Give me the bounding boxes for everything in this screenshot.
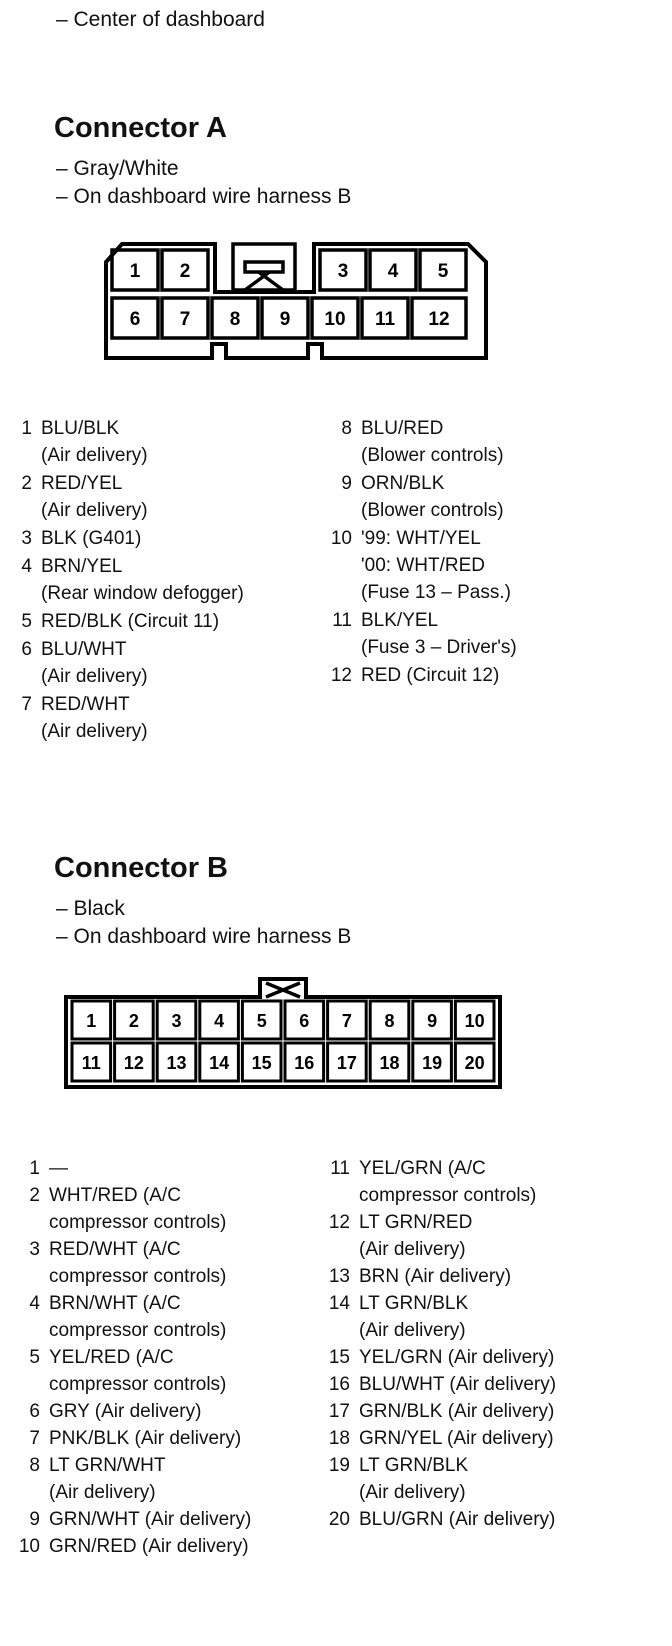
pin-entry — [330, 662, 660, 689]
pin-number: 3 — [21, 528, 32, 549]
connector-b-cavity-label: 13 — [166, 1053, 187, 1073]
connector-b-cavity-label: 4 — [214, 1011, 225, 1031]
pin-description — [49, 1506, 320, 1533]
pin-number: 8 — [341, 418, 352, 439]
connector-b-cavity-label: 7 — [341, 1011, 352, 1031]
connector-a-cavity-label: 8 — [229, 309, 241, 330]
pin-description-line: LT GRN/WHT — [49, 1455, 166, 1476]
pin-description — [49, 1398, 320, 1425]
pin-entry — [320, 1155, 660, 1209]
pin-number: 2 — [21, 473, 32, 494]
pin-description — [359, 1155, 660, 1209]
pin-description-line: BLU/BLK — [41, 418, 120, 439]
connector-b-cavity-label: 20 — [464, 1053, 485, 1073]
connector-a-cavity-label: 10 — [324, 309, 346, 330]
pin-description-line: (Blower controls) — [361, 445, 504, 466]
pin-description-line: (Air delivery) — [359, 1482, 466, 1503]
connector-b-cavity-label: 3 — [171, 1011, 182, 1031]
connector-b-cavity-label: 1 — [86, 1011, 97, 1031]
pin-entry — [10, 415, 320, 469]
pin-entry — [10, 608, 320, 635]
pin-number: 5 — [21, 611, 32, 632]
pin-description — [361, 662, 660, 689]
pin-description-line: YEL/GRN (Air delivery) — [359, 1347, 555, 1368]
location-note: – Center of dashboard — [56, 8, 265, 31]
pin-entry — [10, 470, 320, 524]
pin-description-line: PNK/BLK (Air delivery) — [49, 1428, 242, 1449]
pin-number: 8 — [29, 1455, 40, 1476]
connector-b-cavity-label: 16 — [294, 1053, 315, 1073]
connector-b-cavity-label: 17 — [336, 1053, 357, 1073]
pin-entry — [10, 525, 320, 552]
pin-entry — [10, 1344, 320, 1398]
pin-entry — [320, 1290, 660, 1344]
pin-description — [41, 691, 320, 745]
pin-description-line: '00: WHT/RED — [361, 555, 485, 576]
connector-b-cavity-label: 19 — [422, 1053, 443, 1073]
connector-a-cavity-label: 6 — [129, 309, 141, 330]
connector-b-cavity-label: 8 — [384, 1011, 395, 1031]
pin-description-line: (Air delivery) — [41, 721, 148, 742]
pin-description-line: compressor controls) — [49, 1266, 227, 1287]
pin-entry — [10, 1236, 320, 1290]
pin-entry — [10, 1452, 320, 1506]
pin-description-line: BLU/WHT (Air delivery) — [359, 1374, 557, 1395]
pin-description-line: GRN/WHT (Air delivery) — [49, 1509, 252, 1530]
pin-description-line: LT GRN/RED — [359, 1212, 473, 1233]
pin-entry — [320, 1209, 660, 1263]
pin-entry — [10, 636, 320, 690]
connector-a-diagram — [100, 240, 500, 370]
pin-entry — [10, 691, 320, 745]
pin-number: 5 — [29, 1347, 40, 1368]
pin-description — [359, 1263, 660, 1290]
pin-description-line: (Air delivery) — [41, 500, 148, 521]
pin-description — [41, 470, 320, 524]
connector-b-cavity-label: 11 — [81, 1053, 101, 1073]
pin-description-line: (Fuse 3 – Driver's) — [361, 637, 517, 658]
pin-description-line: (Air delivery) — [41, 445, 148, 466]
connector-b-cavity-label: 10 — [464, 1011, 485, 1031]
connector-a-cavity-label: 12 — [428, 309, 450, 330]
connector-a-cavity-label: 5 — [437, 261, 449, 282]
pin-description — [41, 636, 320, 690]
pin-number: 19 — [328, 1455, 350, 1476]
pin-description-line: (Fuse 13 – Pass.) — [361, 582, 511, 603]
pin-description — [359, 1209, 660, 1263]
pin-description-line: RED/BLK (Circuit 11) — [41, 611, 220, 632]
pin-description — [359, 1425, 660, 1452]
pin-number: 20 — [328, 1509, 350, 1530]
pin-description-line: (Blower controls) — [361, 500, 504, 521]
pin-description — [49, 1155, 320, 1182]
pin-entry — [330, 607, 660, 661]
connector-a-pinlist-left — [10, 415, 320, 746]
pin-description-line: (Air delivery) — [41, 666, 148, 687]
pin-description-line: compressor controls) — [49, 1320, 227, 1341]
connector-a-harness-note: – On dashboard wire harness B — [56, 185, 352, 208]
pin-description — [49, 1182, 320, 1236]
pin-number: 7 — [21, 694, 32, 715]
connector-b-cavity-label: 5 — [256, 1011, 267, 1031]
connector-b-pinlist-left — [10, 1155, 320, 1560]
pin-entry — [320, 1452, 660, 1506]
pin-description-line: RED/YEL — [41, 473, 123, 494]
pin-description-line: (Air delivery) — [359, 1239, 466, 1260]
pin-entry — [10, 1155, 320, 1182]
pin-description — [49, 1533, 320, 1560]
connector-b-cavity-label: 6 — [299, 1011, 310, 1031]
pin-number: 18 — [328, 1428, 350, 1449]
pin-description-line: (Rear window defogger) — [41, 583, 244, 604]
pin-entry — [10, 553, 320, 607]
pin-description-line: BLU/RED — [361, 418, 444, 439]
connector-b-lock-tab-icon — [266, 983, 300, 997]
pin-description — [361, 525, 660, 606]
connector-a-cavity-label: 9 — [279, 309, 291, 330]
pin-description — [359, 1371, 660, 1398]
pin-description — [41, 553, 320, 607]
pin-description — [49, 1290, 320, 1344]
pin-description — [359, 1452, 660, 1506]
pin-description — [361, 470, 660, 524]
pin-number: 9 — [341, 473, 352, 494]
pin-description-line: RED/WHT — [41, 694, 130, 715]
pin-entry — [320, 1344, 660, 1371]
pin-number: 15 — [328, 1347, 350, 1368]
pin-number: 12 — [330, 665, 352, 686]
pin-description — [49, 1425, 320, 1452]
connector-a-lock-tab-icon — [233, 244, 295, 290]
pin-number: 9 — [29, 1509, 40, 1530]
connector-a-title: Connector A — [54, 112, 227, 144]
connector-b-cavity-label: 9 — [427, 1011, 438, 1031]
pin-description-line: compressor controls) — [359, 1185, 537, 1206]
pin-entry — [320, 1425, 660, 1452]
pin-number: 11 — [332, 610, 352, 631]
pin-entry — [330, 415, 660, 469]
connector-b-cavity-label: 2 — [128, 1011, 139, 1031]
pin-number: 10 — [18, 1536, 40, 1557]
pin-description-line: compressor controls) — [49, 1374, 227, 1395]
connector-b-cavity-label: 18 — [379, 1053, 400, 1073]
pin-description-line: GRN/YEL (Air delivery) — [359, 1428, 554, 1449]
pin-description-line: BLU/WHT — [41, 639, 127, 660]
pin-entry — [10, 1290, 320, 1344]
pin-description-line: LT GRN/BLK — [359, 1455, 469, 1476]
pin-description-line: RED (Circuit 12) — [361, 665, 500, 686]
pin-description — [359, 1344, 660, 1371]
pin-number: 11 — [330, 1158, 350, 1179]
connector-b-cavity-label: 14 — [209, 1053, 230, 1073]
pin-description-line: BRN/YEL — [41, 556, 123, 577]
pin-description — [41, 415, 320, 469]
pin-description-line: (Air delivery) — [359, 1320, 466, 1341]
pin-entry — [10, 1182, 320, 1236]
pin-number: 13 — [328, 1266, 350, 1287]
pin-entry — [320, 1371, 660, 1398]
pin-description-line: GRY (Air delivery) — [49, 1401, 202, 1422]
connector-a-cavity-label: 3 — [337, 261, 349, 282]
connector-b-title: Connector B — [54, 852, 228, 884]
connector-a-cavity-label: 7 — [179, 309, 191, 330]
connector-a-pinlist-right — [330, 415, 660, 690]
pin-description — [361, 607, 660, 661]
pin-entry — [320, 1506, 660, 1533]
connector-a-cavity-label: 1 — [129, 261, 141, 282]
pin-description — [359, 1398, 660, 1425]
pin-description-line: BRN (Air delivery) — [359, 1266, 512, 1287]
pin-description-line: BLK/YEL — [361, 610, 439, 631]
pin-number: 6 — [21, 639, 32, 660]
pin-description-line: BLK (G401) — [41, 528, 142, 549]
pin-description-line: WHT/RED (A/C — [49, 1185, 181, 1206]
pin-number: 4 — [29, 1293, 40, 1314]
pin-description-line: RED/WHT (A/C — [49, 1239, 181, 1260]
pin-number: 6 — [29, 1401, 40, 1422]
connector-a-cavity-label: 11 — [374, 309, 396, 330]
pin-number: 12 — [328, 1212, 350, 1233]
pin-entry — [10, 1398, 320, 1425]
connector-a-cavity-label: 4 — [387, 261, 399, 282]
pin-description-line: YEL/GRN (A/C — [359, 1158, 486, 1179]
pin-description-line: compressor controls) — [49, 1212, 227, 1233]
pin-description — [359, 1506, 660, 1533]
pin-number: 1 — [21, 418, 32, 439]
pin-number: 2 — [29, 1185, 40, 1206]
pin-description-line: ORN/BLK — [361, 473, 445, 494]
pin-number: 4 — [21, 556, 32, 577]
pin-description-line: GRN/RED (Air delivery) — [49, 1536, 249, 1557]
pin-description-line: LT GRN/BLK — [359, 1293, 469, 1314]
pin-description — [49, 1236, 320, 1290]
pin-description — [49, 1344, 320, 1398]
pin-description-line: — — [49, 1158, 68, 1179]
pin-number: 14 — [328, 1293, 350, 1314]
pin-description — [359, 1290, 660, 1344]
pin-entry — [10, 1533, 320, 1560]
pin-number: 3 — [29, 1239, 40, 1260]
connector-b-diagram — [60, 975, 510, 1095]
pin-entry — [330, 525, 660, 606]
pin-entry — [320, 1263, 660, 1290]
connector-b-harness-note: – On dashboard wire harness B — [56, 925, 352, 948]
pin-number: 16 — [328, 1374, 350, 1395]
pin-description-line: (Air delivery) — [49, 1482, 156, 1503]
pin-description-line: BLU/GRN (Air delivery) — [359, 1509, 556, 1530]
pin-description-line: GRN/BLK (Air delivery) — [359, 1401, 555, 1422]
pin-description-line: BRN/WHT (A/C — [49, 1293, 181, 1314]
pin-number: 17 — [328, 1401, 350, 1422]
pin-description — [361, 415, 660, 469]
pin-number: 7 — [29, 1428, 40, 1449]
pin-entry — [10, 1425, 320, 1452]
pin-description-line: '99: WHT/YEL — [361, 528, 481, 549]
pin-description-line: YEL/RED (A/C — [49, 1347, 174, 1368]
connector-b-pinlist-right — [320, 1155, 660, 1533]
pin-entry — [320, 1398, 660, 1425]
pin-entry — [10, 1506, 320, 1533]
connector-b-color-note: – Black — [56, 897, 125, 920]
connector-a-color-note: – Gray/White — [56, 157, 179, 180]
connector-b-cavity-label: 12 — [123, 1053, 144, 1073]
pin-entry — [330, 470, 660, 524]
pin-number: 1 — [29, 1158, 40, 1179]
pin-number: 10 — [330, 528, 352, 549]
pin-description — [41, 608, 320, 635]
pin-description — [41, 525, 320, 552]
pin-description — [49, 1452, 320, 1506]
connector-a-cavity-label: 2 — [179, 261, 191, 282]
connector-b-cavity-label: 15 — [251, 1053, 272, 1073]
